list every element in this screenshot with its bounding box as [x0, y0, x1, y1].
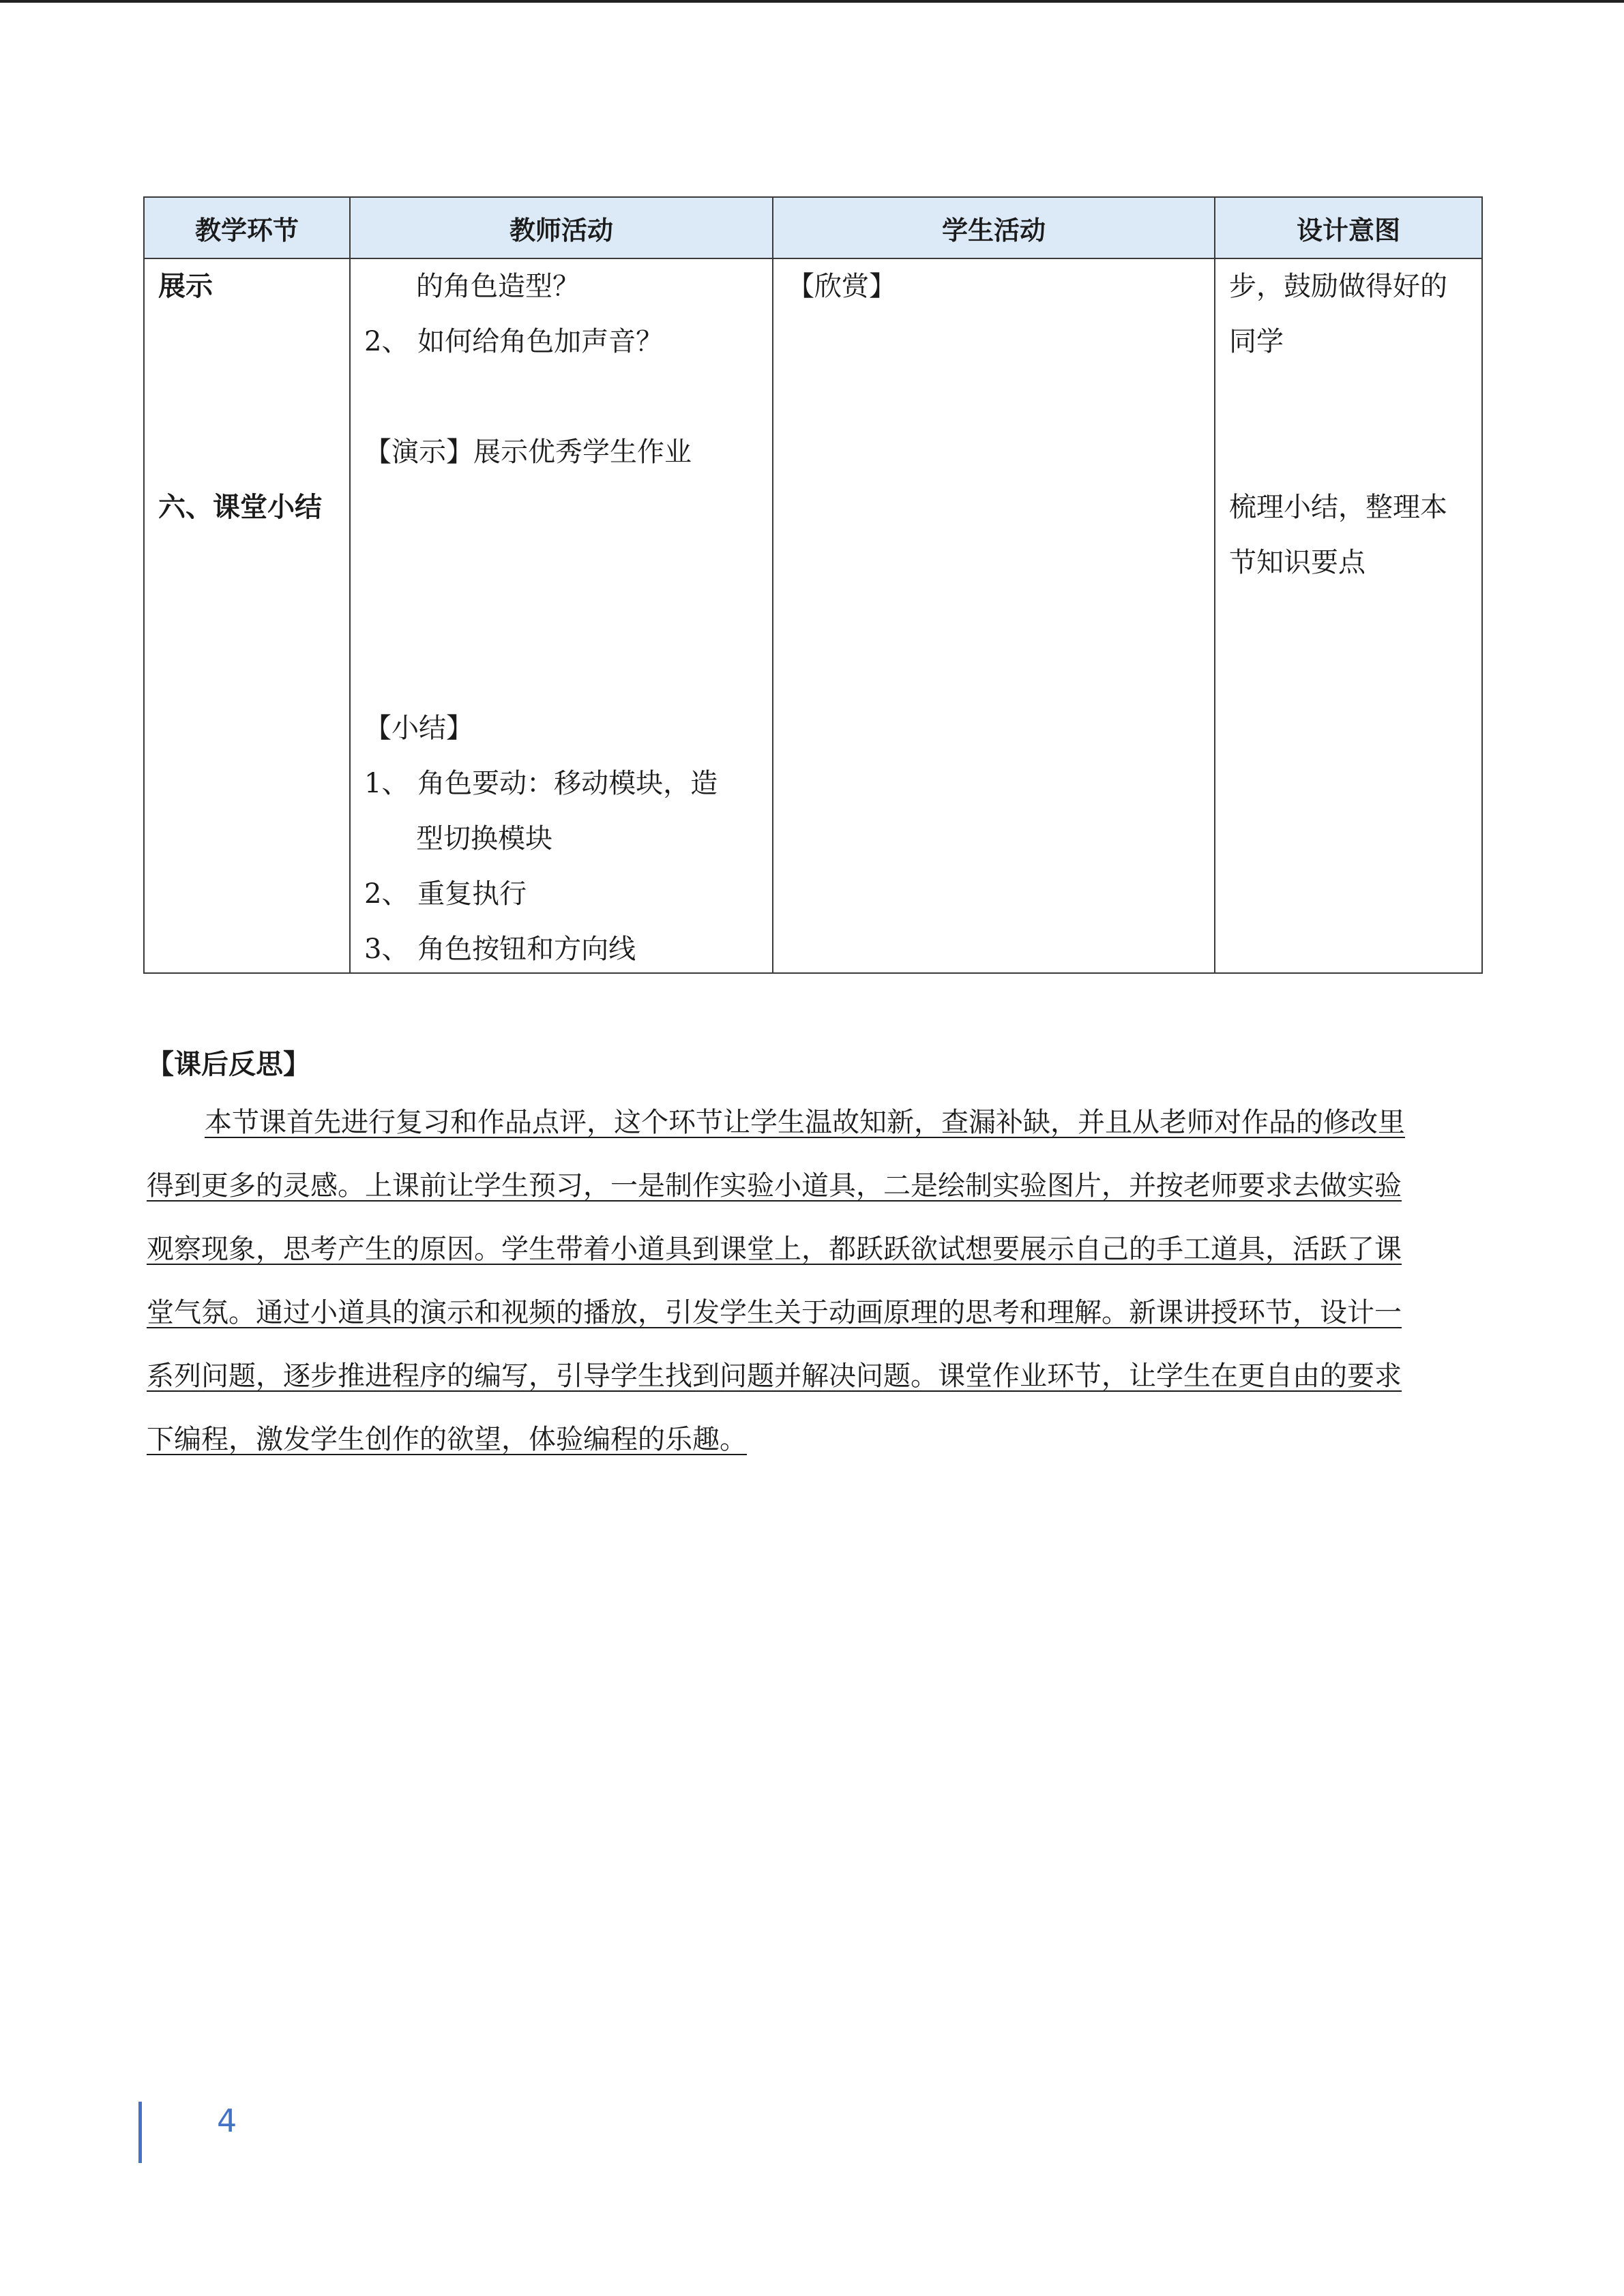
reflection-line: 观察现象，思考产生的原因。学生带着小道具到课堂上，都跃跃欲试想要展示自己的手工道具，活跃了课 — [147, 1234, 1402, 1265]
lesson-plan-table — [143, 196, 1483, 974]
stage-cell — [144, 258, 350, 973]
stage-display: 展示 — [158, 271, 213, 302]
teacher-line: 1、 角色要动：移动模块，造 — [364, 768, 718, 799]
reflection-line: 得到更多的灵感。上课前让学生预习，一是制作实验小道具，二是绘制实验图片，并按老师要求去做实验 — [147, 1170, 1402, 1202]
page-number-bar — [138, 2102, 142, 2163]
stage-summary: 六、课堂小结 — [158, 492, 322, 523]
header-student-activity: 学生活动 — [773, 197, 1215, 258]
teacher-line: 的角色造型？ — [416, 271, 580, 302]
teacher-line: 2、 如何给角色加声音？ — [364, 326, 664, 357]
reflection-line: 系列问题，逐步推进程序的编写，引导学生找到问题并解决问题。课堂作业环节，让学生在更自由的要求 — [147, 1360, 1402, 1392]
intent-line: 步，鼓励做得好的 — [1229, 271, 1447, 302]
teacher-line: 2、 重复执行 — [364, 878, 527, 910]
intent-line: 节知识要点 — [1229, 547, 1365, 578]
header-design-intent: 设计意图 — [1215, 197, 1482, 258]
teacher-activity-cell — [350, 258, 773, 973]
top-border-line — [0, 0, 1624, 3]
reflection-line: 堂气氛。通过小道具的演示和视频的播放，引发学生关于动画原理的思考和理解。新课讲授环节，设计一 — [147, 1297, 1402, 1328]
reflection-paragraph — [147, 1091, 1470, 1472]
page-number: 4 — [217, 2102, 237, 2139]
teacher-line: 型切换模块 — [416, 823, 552, 854]
header-teacher-activity: 教师活动 — [350, 197, 773, 258]
student-line: 【欣赏】 — [787, 271, 896, 302]
design-intent-cell — [1215, 258, 1482, 973]
table-row — [144, 258, 1482, 973]
teacher-line: 3、 角色按钮和方向线 — [364, 934, 636, 965]
teacher-line: 【小结】 — [364, 713, 473, 744]
table-header-row — [144, 197, 1482, 258]
reflection-line: 本节课首先进行复习和作品点评，这个环节让学生温故知新，查漏补缺，并且从老师对作品的修改里 — [205, 1107, 1405, 1138]
intent-line: 梳理小结，整理本 — [1229, 492, 1447, 523]
header-stage: 教学环节 — [144, 197, 350, 258]
reflection-title: 【课后反思】 — [147, 1049, 310, 1080]
reflection-line: 下编程，激发学生创作的欲望，体验编程的乐趣。 — [147, 1424, 747, 1455]
teacher-line: 【演示】展示优秀学生作业 — [364, 436, 692, 468]
student-activity-cell — [773, 258, 1215, 973]
intent-line: 同学 — [1229, 326, 1284, 357]
